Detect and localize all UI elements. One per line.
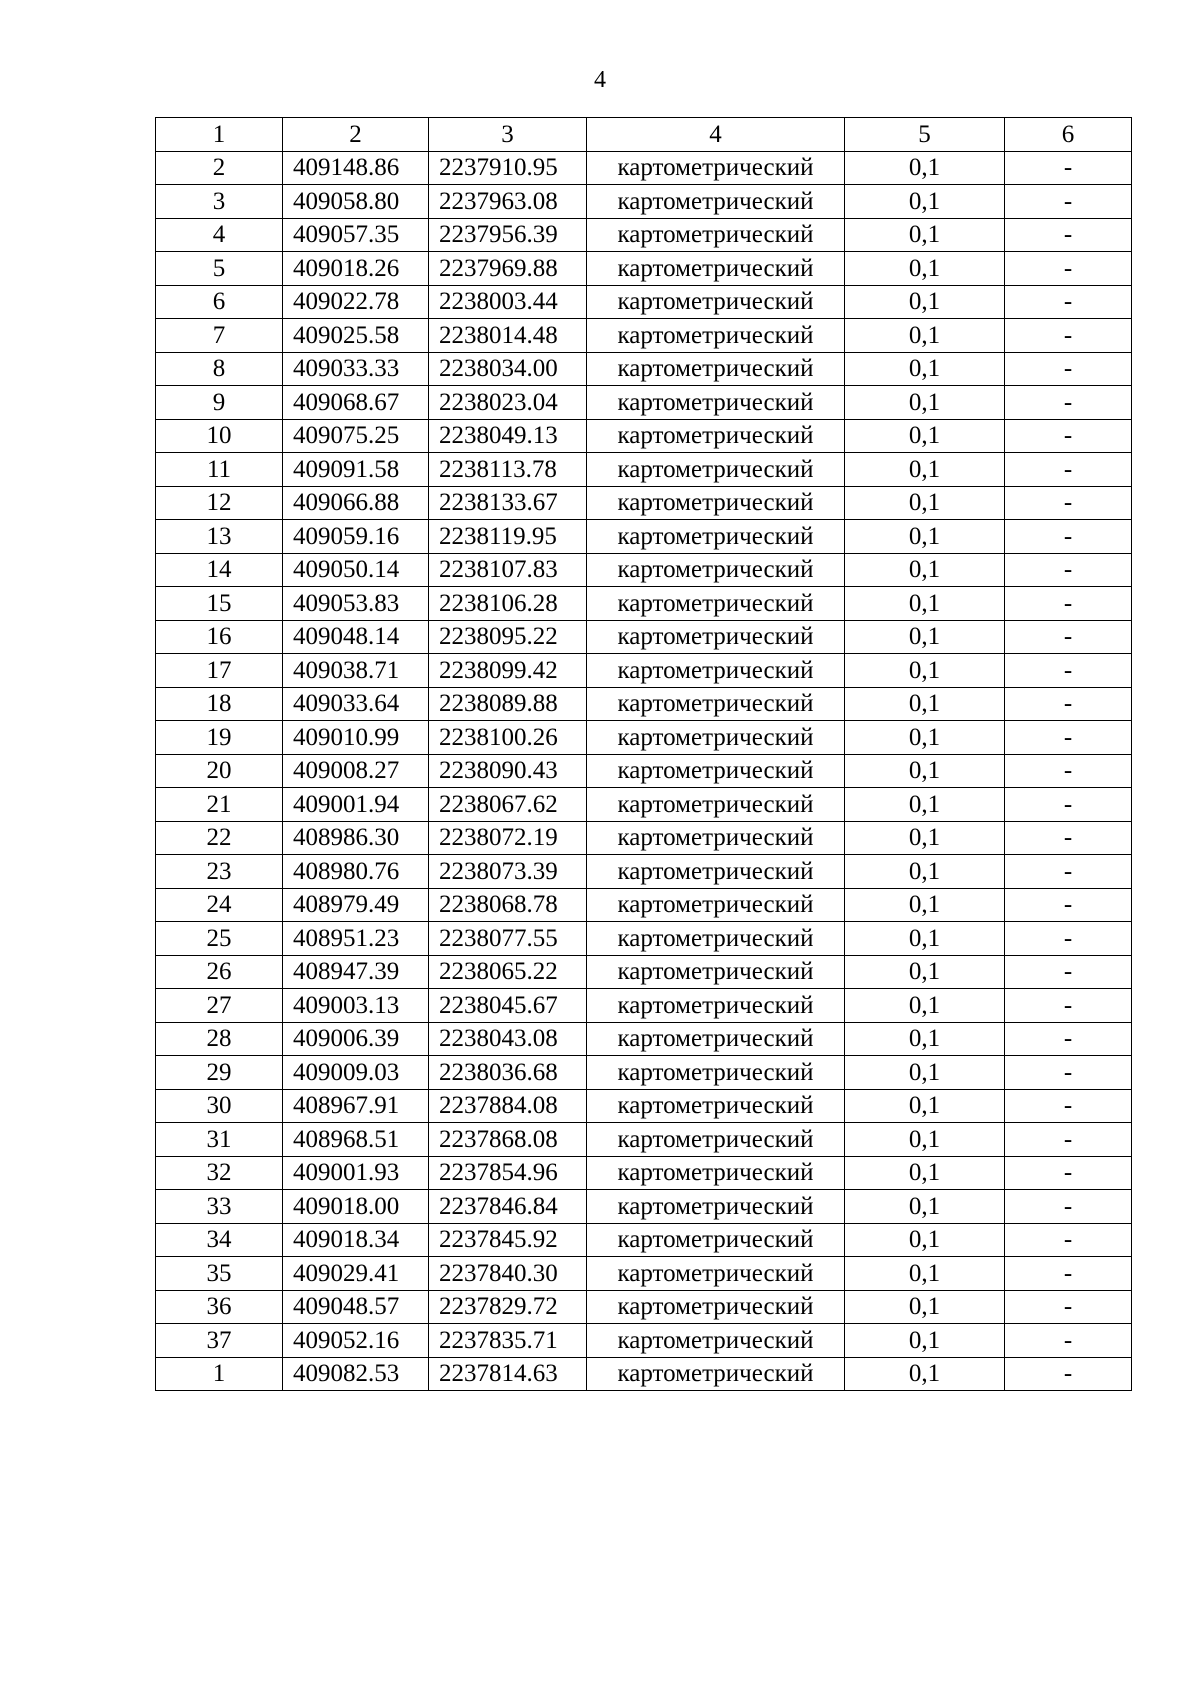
header-cell: 5 [845, 118, 1005, 152]
table-row [156, 587, 1132, 621]
table-row [156, 386, 1132, 420]
table-row [156, 855, 1132, 889]
point-number-cell: 18 [156, 687, 283, 721]
method-cell: картометрический [587, 285, 845, 319]
header-cell: 6 [1005, 118, 1132, 152]
note-cell: - [1005, 486, 1132, 520]
table-row [156, 1022, 1132, 1056]
note-cell: - [1005, 1123, 1132, 1157]
accuracy-cell: 0,1 [845, 1257, 1005, 1291]
y-coordinate-cell: 2238107.83 [429, 553, 587, 587]
page-number: 4 [594, 67, 606, 93]
table-row [156, 788, 1132, 822]
table-row [156, 553, 1132, 587]
point-number-cell: 23 [156, 855, 283, 889]
y-coordinate-cell: 2237969.88 [429, 252, 587, 286]
table-row [156, 721, 1132, 755]
point-number-cell: 31 [156, 1123, 283, 1157]
accuracy-cell: 0,1 [845, 654, 1005, 688]
x-coordinate-cell: 409057.35 [283, 218, 429, 252]
point-number-cell: 7 [156, 319, 283, 353]
x-coordinate-cell: 409068.67 [283, 386, 429, 420]
y-coordinate-cell: 2238119.95 [429, 520, 587, 554]
x-coordinate-cell: 409091.58 [283, 453, 429, 487]
note-cell: - [1005, 888, 1132, 922]
accuracy-cell: 0,1 [845, 855, 1005, 889]
point-number-cell: 3 [156, 185, 283, 219]
method-cell: картометрический [587, 1089, 845, 1123]
accuracy-cell: 0,1 [845, 352, 1005, 386]
table-row [156, 754, 1132, 788]
x-coordinate-cell: 409033.64 [283, 687, 429, 721]
y-coordinate-cell: 2238095.22 [429, 620, 587, 654]
method-cell: картометрический [587, 319, 845, 353]
accuracy-cell: 0,1 [845, 687, 1005, 721]
y-coordinate-cell: 2238073.39 [429, 855, 587, 889]
note-cell: - [1005, 1056, 1132, 1090]
table-body [156, 151, 1132, 1391]
method-cell: картометрический [587, 386, 845, 420]
note-cell: - [1005, 285, 1132, 319]
note-cell: - [1005, 855, 1132, 889]
point-number-cell: 26 [156, 955, 283, 989]
table-row [156, 888, 1132, 922]
point-number-cell: 36 [156, 1290, 283, 1324]
method-cell: картометрический [587, 486, 845, 520]
method-cell: картометрический [587, 1324, 845, 1358]
accuracy-cell: 0,1 [845, 1190, 1005, 1224]
point-number-cell: 2 [156, 151, 283, 185]
accuracy-cell: 0,1 [845, 721, 1005, 755]
accuracy-cell: 0,1 [845, 1056, 1005, 1090]
method-cell: картометрический [587, 453, 845, 487]
table-row [156, 821, 1132, 855]
accuracy-cell: 0,1 [845, 788, 1005, 822]
accuracy-cell: 0,1 [845, 888, 1005, 922]
table-row [156, 1190, 1132, 1224]
method-cell: картометрический [587, 1223, 845, 1257]
method-cell: картометрический [587, 620, 845, 654]
method-cell: картометрический [587, 218, 845, 252]
point-number-cell: 32 [156, 1156, 283, 1190]
point-number-cell: 6 [156, 285, 283, 319]
accuracy-cell: 0,1 [845, 453, 1005, 487]
point-number-cell: 34 [156, 1223, 283, 1257]
x-coordinate-cell: 409006.39 [283, 1022, 429, 1056]
table-row [156, 185, 1132, 219]
table-row [156, 654, 1132, 688]
point-number-cell: 1 [156, 1357, 283, 1391]
y-coordinate-cell: 2238067.62 [429, 788, 587, 822]
table-row [156, 989, 1132, 1023]
note-cell: - [1005, 587, 1132, 621]
point-number-cell: 29 [156, 1056, 283, 1090]
table-header-row [156, 118, 1132, 152]
method-cell: картометрический [587, 252, 845, 286]
point-number-cell: 5 [156, 252, 283, 286]
x-coordinate-cell: 409038.71 [283, 654, 429, 688]
x-coordinate-cell: 409001.93 [283, 1156, 429, 1190]
method-cell: картометрический [587, 1022, 845, 1056]
accuracy-cell: 0,1 [845, 1223, 1005, 1257]
x-coordinate-cell: 409048.57 [283, 1290, 429, 1324]
accuracy-cell: 0,1 [845, 620, 1005, 654]
accuracy-cell: 0,1 [845, 419, 1005, 453]
method-cell: картометрический [587, 654, 845, 688]
table-row [156, 352, 1132, 386]
y-coordinate-cell: 2237846.84 [429, 1190, 587, 1224]
point-number-cell: 11 [156, 453, 283, 487]
note-cell: - [1005, 319, 1132, 353]
y-coordinate-cell: 2238034.00 [429, 352, 587, 386]
accuracy-cell: 0,1 [845, 922, 1005, 956]
table-row [156, 955, 1132, 989]
method-cell: картометрический [587, 1056, 845, 1090]
note-cell: - [1005, 1357, 1132, 1391]
point-number-cell: 37 [156, 1324, 283, 1358]
x-coordinate-cell: 408968.51 [283, 1123, 429, 1157]
y-coordinate-cell: 2238068.78 [429, 888, 587, 922]
y-coordinate-cell: 2238003.44 [429, 285, 587, 319]
x-coordinate-cell: 409048.14 [283, 620, 429, 654]
accuracy-cell: 0,1 [845, 386, 1005, 420]
table-row [156, 1089, 1132, 1123]
x-coordinate-cell: 408986.30 [283, 821, 429, 855]
note-cell: - [1005, 553, 1132, 587]
y-coordinate-cell: 2238100.26 [429, 721, 587, 755]
note-cell: - [1005, 1223, 1132, 1257]
accuracy-cell: 0,1 [845, 151, 1005, 185]
table-row [156, 1223, 1132, 1257]
y-coordinate-cell: 2237910.95 [429, 151, 587, 185]
y-coordinate-cell: 2238099.42 [429, 654, 587, 688]
accuracy-cell: 0,1 [845, 285, 1005, 319]
note-cell: - [1005, 185, 1132, 219]
x-coordinate-cell: 408980.76 [283, 855, 429, 889]
x-coordinate-cell: 409018.26 [283, 252, 429, 286]
point-number-cell: 13 [156, 520, 283, 554]
y-coordinate-cell: 2238113.78 [429, 453, 587, 487]
table-row [156, 1056, 1132, 1090]
y-coordinate-cell: 2237829.72 [429, 1290, 587, 1324]
accuracy-cell: 0,1 [845, 252, 1005, 286]
method-cell: картометрический [587, 721, 845, 755]
method-cell: картометрический [587, 1123, 845, 1157]
accuracy-cell: 0,1 [845, 1324, 1005, 1358]
y-coordinate-cell: 2238045.67 [429, 989, 587, 1023]
point-number-cell: 24 [156, 888, 283, 922]
y-coordinate-cell: 2237854.96 [429, 1156, 587, 1190]
method-cell: картометрический [587, 185, 845, 219]
point-number-cell: 20 [156, 754, 283, 788]
table-row [156, 218, 1132, 252]
accuracy-cell: 0,1 [845, 989, 1005, 1023]
point-number-cell: 27 [156, 989, 283, 1023]
y-coordinate-cell: 2237884.08 [429, 1089, 587, 1123]
x-coordinate-cell: 409001.94 [283, 788, 429, 822]
note-cell: - [1005, 1156, 1132, 1190]
method-cell: картометрический [587, 989, 845, 1023]
y-coordinate-cell: 2237868.08 [429, 1123, 587, 1157]
y-coordinate-cell: 2238049.13 [429, 419, 587, 453]
method-cell: картометрический [587, 151, 845, 185]
x-coordinate-cell: 409010.99 [283, 721, 429, 755]
accuracy-cell: 0,1 [845, 1022, 1005, 1056]
point-number-cell: 21 [156, 788, 283, 822]
x-coordinate-cell: 409025.58 [283, 319, 429, 353]
note-cell: - [1005, 654, 1132, 688]
table-row [156, 1290, 1132, 1324]
table-row [156, 1357, 1132, 1391]
method-cell: картометрический [587, 1156, 845, 1190]
x-coordinate-cell: 409029.41 [283, 1257, 429, 1291]
y-coordinate-cell: 2237814.63 [429, 1357, 587, 1391]
y-coordinate-cell: 2238043.08 [429, 1022, 587, 1056]
accuracy-cell: 0,1 [845, 486, 1005, 520]
point-number-cell: 19 [156, 721, 283, 755]
point-number-cell: 35 [156, 1257, 283, 1291]
point-number-cell: 9 [156, 386, 283, 420]
method-cell: картометрический [587, 1290, 845, 1324]
y-coordinate-cell: 2238090.43 [429, 754, 587, 788]
y-coordinate-cell: 2238077.55 [429, 922, 587, 956]
x-coordinate-cell: 409022.78 [283, 285, 429, 319]
coordinates-table [155, 117, 1132, 1391]
note-cell: - [1005, 1022, 1132, 1056]
x-coordinate-cell: 409008.27 [283, 754, 429, 788]
table-row [156, 1324, 1132, 1358]
x-coordinate-cell: 409052.16 [283, 1324, 429, 1358]
point-number-cell: 4 [156, 218, 283, 252]
y-coordinate-cell: 2237956.39 [429, 218, 587, 252]
x-coordinate-cell: 408951.23 [283, 922, 429, 956]
note-cell: - [1005, 151, 1132, 185]
accuracy-cell: 0,1 [845, 1089, 1005, 1123]
y-coordinate-cell: 2237835.71 [429, 1324, 587, 1358]
table-row [156, 1156, 1132, 1190]
y-coordinate-cell: 2237845.92 [429, 1223, 587, 1257]
point-number-cell: 17 [156, 654, 283, 688]
point-number-cell: 14 [156, 553, 283, 587]
note-cell: - [1005, 922, 1132, 956]
note-cell: - [1005, 520, 1132, 554]
note-cell: - [1005, 419, 1132, 453]
accuracy-cell: 0,1 [845, 821, 1005, 855]
table-row [156, 285, 1132, 319]
method-cell: картометрический [587, 553, 845, 587]
accuracy-cell: 0,1 [845, 1290, 1005, 1324]
method-cell: картометрический [587, 922, 845, 956]
method-cell: картометрический [587, 352, 845, 386]
method-cell: картометрический [587, 587, 845, 621]
point-number-cell: 33 [156, 1190, 283, 1224]
point-number-cell: 15 [156, 587, 283, 621]
note-cell: - [1005, 721, 1132, 755]
note-cell: - [1005, 1290, 1132, 1324]
accuracy-cell: 0,1 [845, 185, 1005, 219]
x-coordinate-cell: 409033.33 [283, 352, 429, 386]
point-number-cell: 8 [156, 352, 283, 386]
y-coordinate-cell: 2238036.68 [429, 1056, 587, 1090]
accuracy-cell: 0,1 [845, 520, 1005, 554]
x-coordinate-cell: 409058.80 [283, 185, 429, 219]
table-row [156, 520, 1132, 554]
accuracy-cell: 0,1 [845, 553, 1005, 587]
method-cell: картометрический [587, 687, 845, 721]
x-coordinate-cell: 408979.49 [283, 888, 429, 922]
method-cell: картометрический [587, 855, 845, 889]
accuracy-cell: 0,1 [845, 587, 1005, 621]
header-cell: 1 [156, 118, 283, 152]
note-cell: - [1005, 821, 1132, 855]
note-cell: - [1005, 788, 1132, 822]
accuracy-cell: 0,1 [845, 1357, 1005, 1391]
x-coordinate-cell: 409066.88 [283, 486, 429, 520]
point-number-cell: 28 [156, 1022, 283, 1056]
header-cell: 4 [587, 118, 845, 152]
method-cell: картометрический [587, 1257, 845, 1291]
header-cell: 3 [429, 118, 587, 152]
table-row [156, 620, 1132, 654]
note-cell: - [1005, 453, 1132, 487]
header-cell: 2 [283, 118, 429, 152]
method-cell: картометрический [587, 788, 845, 822]
y-coordinate-cell: 2238072.19 [429, 821, 587, 855]
x-coordinate-cell: 408947.39 [283, 955, 429, 989]
method-cell: картометрический [587, 1357, 845, 1391]
note-cell: - [1005, 352, 1132, 386]
note-cell: - [1005, 1324, 1132, 1358]
method-cell: картометрический [587, 955, 845, 989]
table-row [156, 319, 1132, 353]
x-coordinate-cell: 409050.14 [283, 553, 429, 587]
y-coordinate-cell: 2237963.08 [429, 185, 587, 219]
y-coordinate-cell: 2238065.22 [429, 955, 587, 989]
note-cell: - [1005, 955, 1132, 989]
x-coordinate-cell: 409082.53 [283, 1357, 429, 1391]
method-cell: картометрический [587, 821, 845, 855]
x-coordinate-cell: 408967.91 [283, 1089, 429, 1123]
table-row [156, 486, 1132, 520]
y-coordinate-cell: 2237840.30 [429, 1257, 587, 1291]
method-cell: картометрический [587, 754, 845, 788]
x-coordinate-cell: 409148.86 [283, 151, 429, 185]
note-cell: - [1005, 620, 1132, 654]
accuracy-cell: 0,1 [845, 319, 1005, 353]
table-row [156, 252, 1132, 286]
note-cell: - [1005, 1190, 1132, 1224]
x-coordinate-cell: 409053.83 [283, 587, 429, 621]
point-number-cell: 16 [156, 620, 283, 654]
accuracy-cell: 0,1 [845, 1123, 1005, 1157]
table-row [156, 419, 1132, 453]
x-coordinate-cell: 409018.34 [283, 1223, 429, 1257]
point-number-cell: 10 [156, 419, 283, 453]
y-coordinate-cell: 2238133.67 [429, 486, 587, 520]
note-cell: - [1005, 386, 1132, 420]
note-cell: - [1005, 754, 1132, 788]
table-row [156, 151, 1132, 185]
x-coordinate-cell: 409075.25 [283, 419, 429, 453]
y-coordinate-cell: 2238023.04 [429, 386, 587, 420]
point-number-cell: 22 [156, 821, 283, 855]
note-cell: - [1005, 687, 1132, 721]
table-row [156, 687, 1132, 721]
note-cell: - [1005, 1257, 1132, 1291]
note-cell: - [1005, 252, 1132, 286]
method-cell: картометрический [587, 520, 845, 554]
accuracy-cell: 0,1 [845, 218, 1005, 252]
method-cell: картометрический [587, 1190, 845, 1224]
x-coordinate-cell: 409018.00 [283, 1190, 429, 1224]
note-cell: - [1005, 1089, 1132, 1123]
accuracy-cell: 0,1 [845, 1156, 1005, 1190]
accuracy-cell: 0,1 [845, 754, 1005, 788]
method-cell: картометрический [587, 888, 845, 922]
x-coordinate-cell: 409003.13 [283, 989, 429, 1023]
point-number-cell: 12 [156, 486, 283, 520]
x-coordinate-cell: 409059.16 [283, 520, 429, 554]
accuracy-cell: 0,1 [845, 955, 1005, 989]
table-row [156, 453, 1132, 487]
method-cell: картометрический [587, 419, 845, 453]
y-coordinate-cell: 2238089.88 [429, 687, 587, 721]
table-row [156, 922, 1132, 956]
point-number-cell: 30 [156, 1089, 283, 1123]
y-coordinate-cell: 2238014.48 [429, 319, 587, 353]
x-coordinate-cell: 409009.03 [283, 1056, 429, 1090]
point-number-cell: 25 [156, 922, 283, 956]
note-cell: - [1005, 218, 1132, 252]
table-row [156, 1123, 1132, 1157]
note-cell: - [1005, 989, 1132, 1023]
y-coordinate-cell: 2238106.28 [429, 587, 587, 621]
table-row [156, 1257, 1132, 1291]
